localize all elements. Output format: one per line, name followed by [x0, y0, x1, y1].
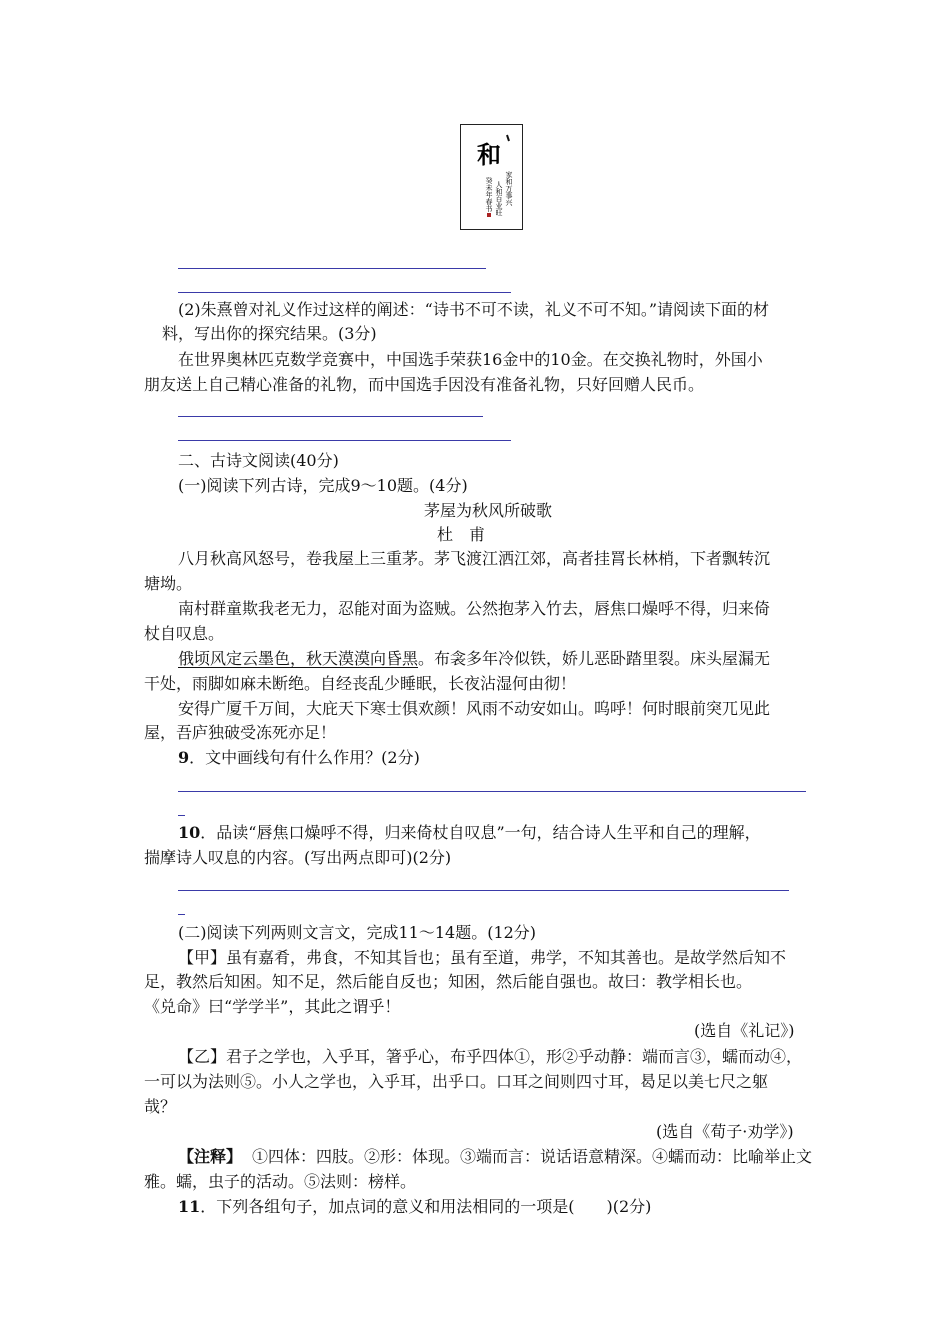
part-intro: (二)阅读下列两则文言文，完成11～14题。(12分): [178, 923, 537, 942]
question-text: ．下列各组句子，加点词的意义和用法相同的一项是( )(2分): [200, 1197, 652, 1216]
q8-2-prompt: (2)朱熹曾对礼义作过这样的阐述：“诗书不可不读，礼义不可不知。”请阅读下面的材: [178, 300, 770, 319]
poem-line-rest: 。布衾多年冷似铁，娇儿恶卧踏里裂。床头屋漏无: [418, 649, 771, 668]
svg-text:和: 和: [477, 140, 501, 169]
notes-cont: 雅。蠕，虫子的活动。⑤法则：榜样。: [144, 1172, 417, 1191]
underlined-sentence: 俄顷风定云墨色，秋天漠漠向昏黑: [178, 649, 419, 668]
yi-text: 【乙】君子之学也，入乎耳，箸乎心，布乎四体①，形②乎动静：端而言③，蠕而动④，: [178, 1047, 803, 1066]
poem-line: [178, 648, 770, 670]
poem-line: 杖自叹息。: [144, 624, 225, 643]
part-intro: (一)阅读下列古诗，完成9～10题。(4分): [178, 476, 468, 495]
question-number: 10: [178, 823, 201, 842]
poem-line: 塘坳。: [144, 574, 193, 593]
notes-label: 【注释】: [178, 1147, 243, 1166]
answer-line-tail: [178, 815, 185, 816]
q8-2-material: 在世界奥林匹克数学竞赛中，中国选手荣获16金中的10金。在交换礼物时，外国小: [178, 350, 763, 369]
question-10-cont: 揣摩诗人叹息的内容。(写出两点即可)(2分): [144, 848, 452, 867]
answer-line[interactable]: [178, 791, 806, 792]
yi-text: 一可以为法则⑤。小人之学也，入乎耳，出乎口。口耳之间则四寸耳，曷足以美七尺之躯: [144, 1072, 769, 1091]
jia-text: 足，教然后知困。知不足，然后能自反也；知困，然后能自强也。故曰：教学相长也。: [144, 972, 753, 991]
answer-line-tail: [178, 914, 185, 915]
poem-line: 南村群童欺我老无力，忍能对面为盗贼。公然抱茅入竹去，唇焦口燥呼不得，归来倚: [178, 599, 771, 618]
poem-line: 干处，雨脚如麻未断绝。自经丧乱少睡眠，长夜沾湿何由彻！: [144, 674, 577, 693]
poem-line: 屋，吾庐独破受冻死亦足！: [144, 723, 337, 742]
jia-text: 【甲】虽有嘉肴，弗食，不知其旨也；虽有至道，弗学，不知其善也。是故学然后知不: [178, 948, 787, 967]
yi-text: 哉？: [144, 1097, 177, 1116]
poem-author: 杜 甫: [437, 525, 486, 544]
question-11: [178, 1196, 651, 1218]
answer-line[interactable]: [178, 292, 511, 293]
question-text: ．文中画线句有什么作用？(2分): [189, 748, 420, 767]
calligraphy-image: [460, 124, 523, 230]
jia-text: 《兑命》曰“学学半”，其此之谓乎！: [144, 997, 401, 1016]
notes: [178, 1146, 812, 1168]
answer-line[interactable]: [178, 416, 483, 417]
poem-line: 八月秋高风怒号，卷我屋上三重茅。茅飞渡江洒江郊，高者挂罥长林梢，下者飘转沉: [178, 549, 771, 568]
section-title: 二、古诗文阅读(40分): [178, 451, 339, 470]
question-text: ．品读“唇焦口燥呼不得，归来倚杖自叹息”一句，结合诗人生平和自己的理解，: [200, 823, 761, 842]
q8-2-material: 朋友送上自己精心准备的礼物，而中国选手因没有准备礼物，只好回赠人民币。: [144, 375, 705, 394]
svg-text:家和万事兴: 家和万事兴: [505, 171, 513, 206]
svg-text:人和百业旺: 人和百业旺: [495, 181, 503, 216]
notes-text: ①四体：四肢。②形：体现。③端而言：说话语意精深。④蠕而动：比喻举止文: [252, 1147, 813, 1166]
q8-2-prompt: 料，写出你的探究结果。(3分): [162, 324, 377, 343]
question-number: 9: [178, 748, 190, 767]
calligraphy-artwork: [461, 125, 522, 229]
question-10: [178, 822, 761, 844]
question-9: [178, 747, 420, 769]
answer-line[interactable]: [178, 440, 511, 441]
answer-line[interactable]: [178, 268, 486, 269]
yi-source: (选自《荀子·劝学》): [656, 1122, 794, 1141]
answer-line[interactable]: [178, 890, 789, 891]
poem-title: 茅屋为秋风所破歌: [424, 501, 553, 520]
jia-source: (选自《礼记》): [694, 1021, 795, 1040]
poem-line: 安得广厦千万间，大庇天下寒士俱欢颜！风雨不动安如山。呜呼！何时眼前突兀见此: [178, 699, 771, 718]
svg-text:癸未年春书: 癸未年春书: [485, 177, 493, 212]
question-number: 11: [178, 1197, 201, 1216]
